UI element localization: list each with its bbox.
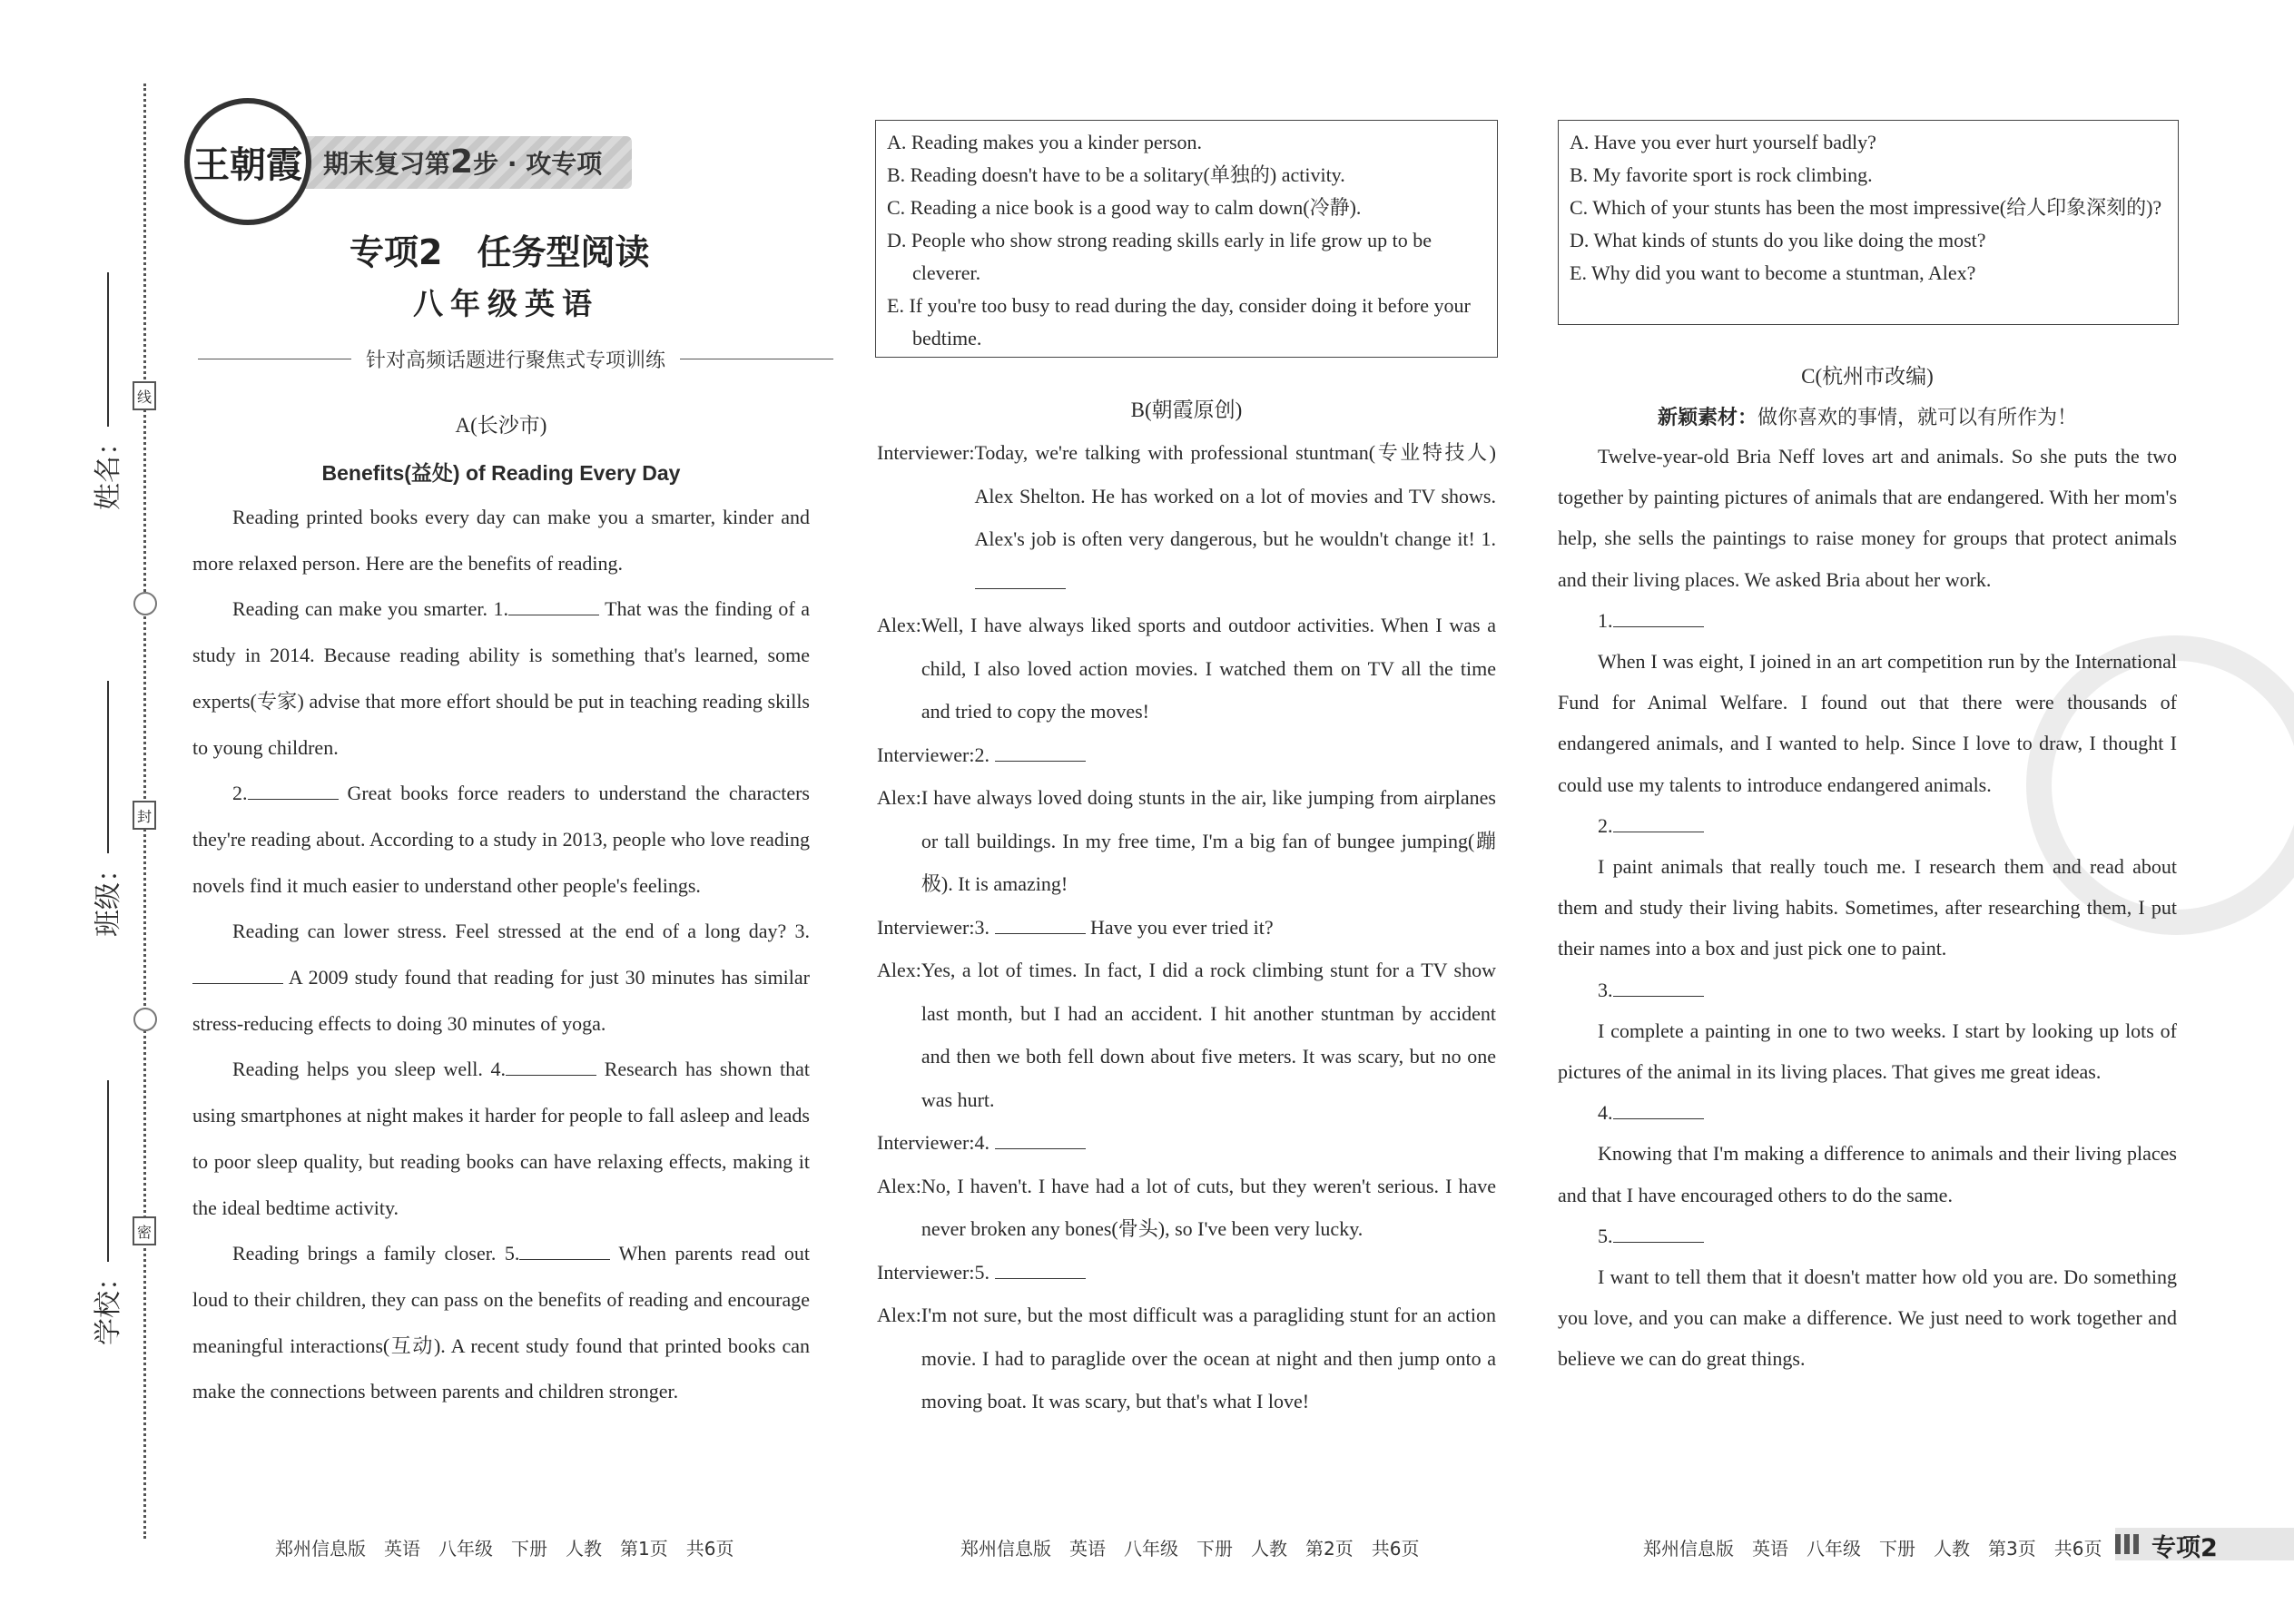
paragraph: Knowing that I'm making a difference to animals and their living places and that I have encouraged others to do the same. [1558,1142,2177,1206]
dialog-turn: Interviewer: 2. [877,733,1496,777]
question-item: 5. [1558,1216,2177,1256]
answer-blank[interactable] [1613,976,1704,997]
dialog-turn: Alex: I have always loved doing stunts in the air, like jumping from airplanes or tall buildings. In my free time, I'm a big fan of bungee jumping(蹦极). It is amazing! [877,786,1496,895]
interview-dialog [877,431,1496,1423]
class-underline [107,681,109,853]
page-footer-1: 郑州信息版 英语 八年级 下册 人教 第1页 共6页 [275,1538,734,1560]
dialog-turn: Alex: I'm not sure, but the most difficult was a paragliding stunt for an action movie. I had to paraglide over the ocean at night and then jump onto a moving boat. It was scary, but that's what I love! [877,1304,1496,1412]
answer-blank[interactable] [1613,1222,1704,1243]
answer-blank[interactable] [519,1239,610,1260]
class-label: 班级： [93,855,124,937]
dialog-turn: Interviewer: 4. [877,1121,1496,1165]
section-c-body [1558,436,2177,1380]
answer-blank[interactable] [1613,1098,1704,1119]
answer-blank[interactable] [995,1258,1086,1279]
school-label: 学校： [93,1264,124,1345]
paragraph: Reading printed books every day can make you a smarter, kinder and more relaxed person. Here are the benefits of reading. [192,506,810,575]
binding-knot [133,592,157,615]
brand-logo: 王朝霞 [184,98,311,225]
paragraph: I paint animals that really touch me. I research them and read about them and study their living habits. Sometimes, after researching them, I put their names into a box and just pick one to paint. [1558,855,2177,960]
name-label: 姓名： [93,428,124,510]
question-item: 3. [1558,969,2177,1010]
tagline: 针对高频话题进行聚焦式专项训练 [198,345,833,373]
answer-blank[interactable] [995,1128,1086,1149]
option-item: C. Reading a nice book is a good way to calm down(冷静). [887,196,1362,219]
answer-blank[interactable] [995,741,1086,762]
option-item: B. My favorite sport is rock climbing. [1570,163,1873,186]
paragraph: 2. Great books force readers to understand the characters they're reading about. According to a study in 2013, people who love reading novels find it much easier to understand other people's feelings. [192,771,810,909]
school-underline [107,1080,109,1262]
section-tab: 专项2 [2115,1528,2294,1560]
tab-dots-icon [2115,1534,2141,1554]
dialog-turn: Alex: Yes, a lot of times. In fact, I did a rock climbing stunt for a TV show last month, but I had an accident. I hit another stuntman by accident and then we both fell down about five meters. It was scary, but no one was hurt. [877,959,1496,1111]
section-a-heading: A(长沙市) [455,414,547,437]
option-item: A. Reading makes you a kinder person. [887,131,1203,153]
answer-blank[interactable] [1613,812,1704,832]
dialog-turn: Alex: No, I haven't. I have had a lot of cuts, but they weren't serious. I have never broken any bones(骨头), so I've been very lucky. [877,1174,1496,1240]
options-box-b [1558,120,2179,325]
dialog-turn: Alex: Well, I have always liked sports and outdoor activities. When I was a child, I also loved action movies. I watched them on TV all the time and tried to copy the moves! [877,614,1496,723]
paragraph: Reading can make you smarter. 1. That was the finding of a study in 2014. Because reading ability is something that's learned, some experts(专家) advise that more effort should be put in teaching reading skills to young children. [192,586,810,771]
answer-blank[interactable] [508,595,599,615]
answer-blank[interactable] [506,1055,596,1076]
answer-blank[interactable] [192,963,283,984]
option-item: D. What kinds of stunts do you like doing the most? [1570,229,1986,251]
section-c-heading: C(杭州市改编) [1801,365,1934,388]
option-item: E. Why did you want to become a stuntman, Alex? [1570,261,1976,284]
paragraph: When I was eight, I joined in an art competition run by the International Fund for Animal Welfare. I found out that there were thousands of endangered animals, and I wanted to help. Since I love to draw, I thought I could use my talents to introduce endangered animals. [1558,650,2177,796]
paragraph: Twelve-year-old Bria Neff loves art and animals. So she puts the two together by painting pictures of animals that are endangered. With her mom's help, she sells the paintings to raise money for groups that protect animals and their living places. We asked Bria about her work. [1558,445,2177,591]
option-item: C. Which of your stunts has been the most impressive(给人印象深刻的)? [1570,196,2162,219]
paragraph: Reading helps you sleep well. 4. Research has shown that using smartphones at night makes it harder for people to fall asleep and leads to poor sleep quality, but reading books can have relaxing effects, making it the ideal bedtime activity. [192,1047,810,1231]
page-subtitle: 八年级英语 [413,286,599,321]
dialog-turn: Interviewer: 5. [877,1251,1496,1294]
answer-blank[interactable] [1613,606,1704,627]
page-footer-2: 郑州信息版 英语 八年级 下册 人教 第2页 共6页 [960,1538,1420,1560]
seal-mark-seal: 封 [133,801,156,830]
option-item: B. Reading doesn't have to be a solitary(单独的) activity. [887,163,1345,186]
paragraph: I complete a painting in one to two weeks. I start by looking up lots of pictures of the animal in its living places. That gives me great ideas. [1558,1019,2177,1084]
seal-mark-secret: 密 [133,1216,156,1245]
dialog-turn: Interviewer: 3. Have you ever tried it? [877,906,1496,950]
answer-blank[interactable] [975,568,1066,589]
page-title: 专项2 任务型阅读 [350,232,650,272]
option-item: E. If you're too busy to read during the day, consider doing it before your bedtime. [887,294,1471,349]
paragraph: Reading brings a family closer. 5. When parents read out loud to their children, they can pass on the benefits of reading and encourage meaningful interactions(互动). A recent study found that printed books can make the connections between parents and children stronger. [192,1231,810,1415]
section-a-title: Benefits(益处) of Reading Every Day [321,461,681,485]
option-item: A. Have you ever hurt yourself badly? [1570,131,1876,153]
dialog-turn: Interviewer: Today, we're talking with professional stuntman(专业特技人) Alex Shelton. He has worked on a lot of movies and TV shows. Alex's job is often very dangerous, but he wouldn't change it! 1. [877,431,1496,604]
answer-blank[interactable] [995,913,1086,934]
binding-knot [133,1008,157,1031]
paragraph: I want to tell them that it doesn't matter how old you are. Do something you love, and you can make a difference. We just need to work together and believe we can do great things. [1558,1265,2177,1371]
question-item: 2. [1558,805,2177,846]
section-c-tag: 新颖素材：做你喜欢的事情，就可以有所作为！ [1657,407,2078,429]
section-b-heading: B(朝霞原创) [1130,399,1243,421]
question-item: 1. [1558,600,2177,641]
banner-text: 期末复习第2步 · 攻专项 [323,143,603,181]
paragraph: Reading can lower stress. Feel stressed at the end of a long day? 3. A 2009 study found that reading for just 30 minutes has similar stress-reducing effects to doing 30 minutes of yoga. [192,920,810,1035]
option-item: D. People who show strong reading skills early in life grow up to be cleverer. [887,229,1433,284]
seal-mark-line: 线 [133,381,156,410]
section-a-body [192,495,810,1415]
name-underline [107,272,109,427]
question-item: 4. [1558,1092,2177,1133]
page-footer-3: 郑州信息版 英语 八年级 下册 人教 第3页 共6页 [1643,1538,2102,1560]
options-box-a [875,120,1498,358]
answer-blank[interactable] [248,779,339,800]
